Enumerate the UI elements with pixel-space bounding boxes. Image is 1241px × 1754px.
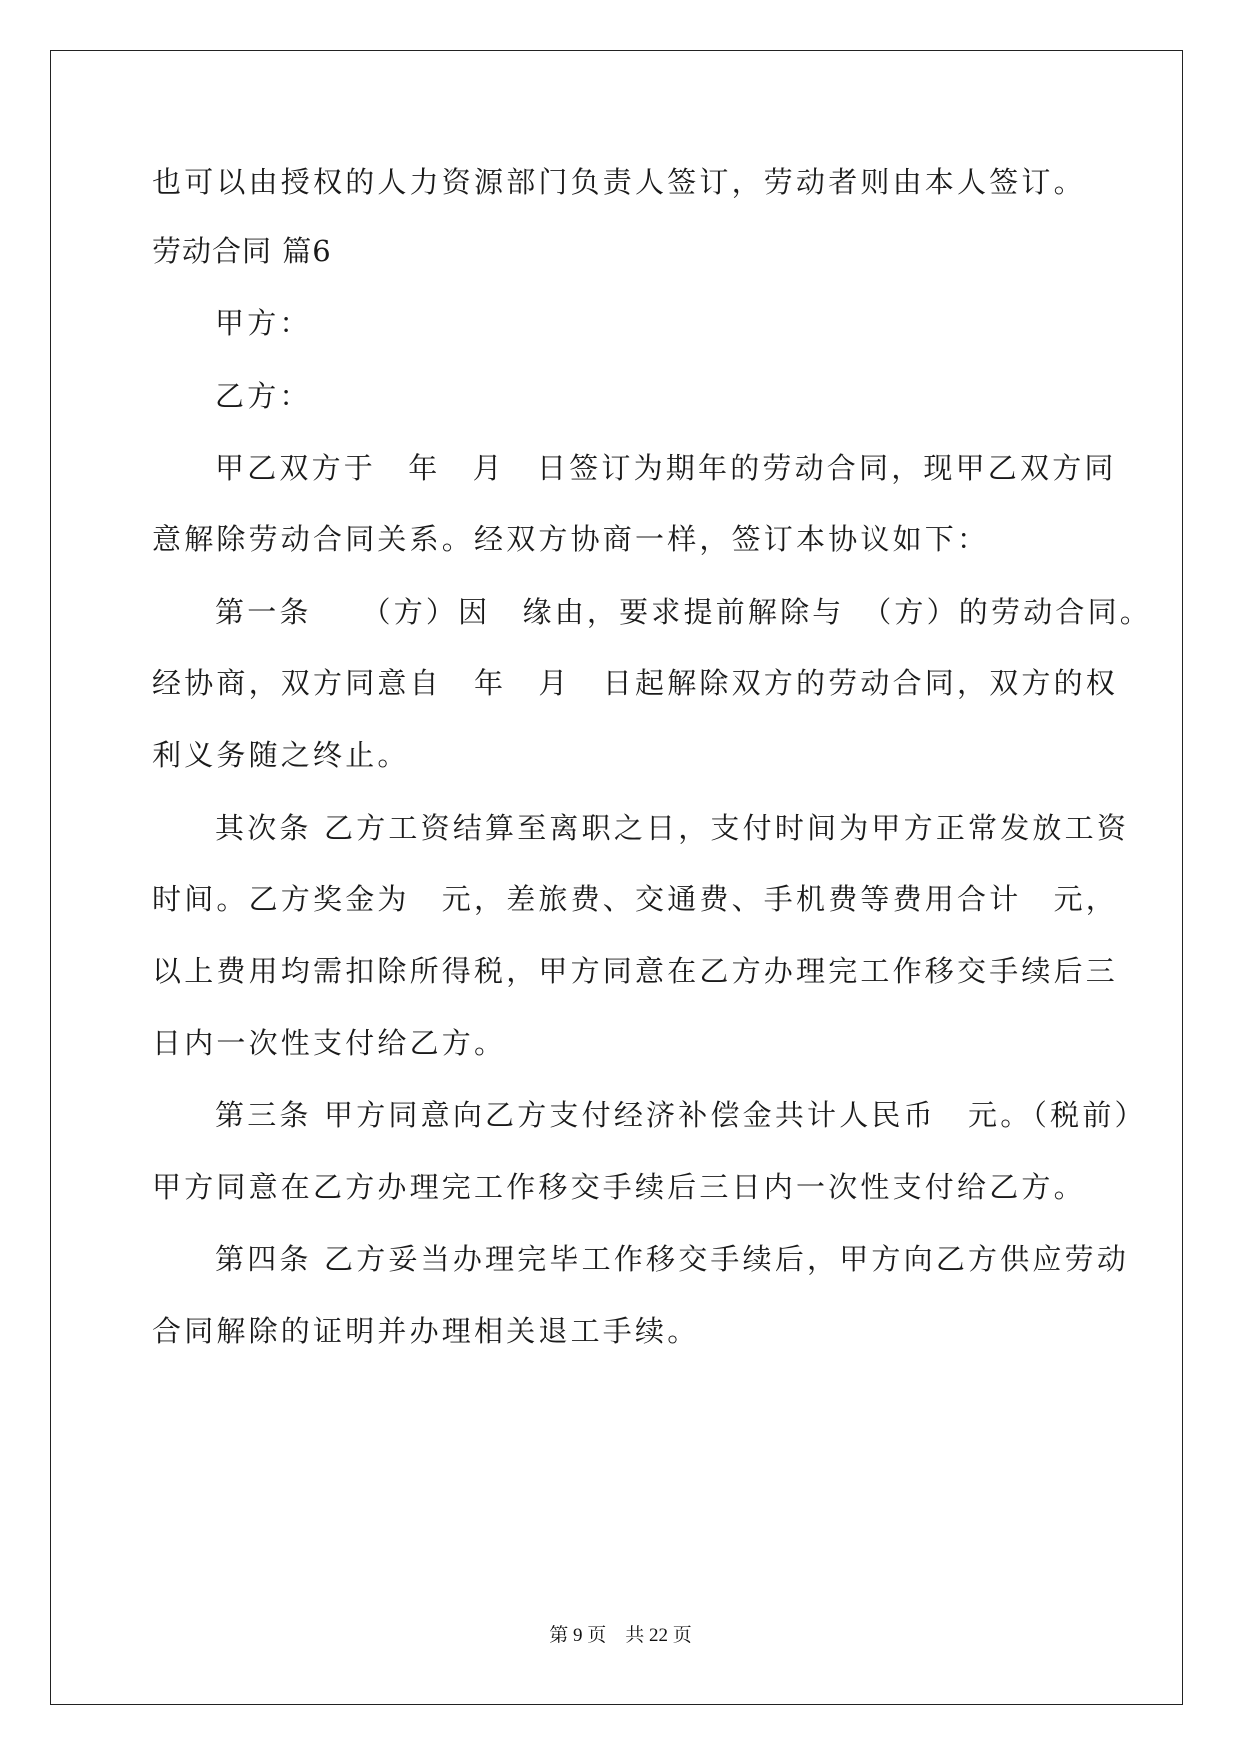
paragraph-line: 以上费用均需扣除所得税，甲方同意在乙方办理完工作移交手续后三 (152, 954, 1119, 988)
paragraph-line: 甲乙双方于 年 月 日签订为期年的劳动合同，现甲乙双方同 (215, 451, 1117, 485)
article-two-line: 其次条 乙方工资结算至离职之日，支付时间为甲方正常发放工资 (215, 811, 1130, 845)
paragraph-line: 合同解除的证明并办理相关退工手续。 (152, 1314, 700, 1348)
paragraph-line: 日内一次性支付给乙方。 (152, 1026, 507, 1060)
section-heading: 劳动合同 篇6 (152, 234, 332, 268)
party-b-label: 乙方： (215, 379, 312, 413)
party-a-label: 甲方： (215, 306, 312, 340)
page-number-footer: 第 9 页 共 22 页 (549, 1625, 692, 1646)
paragraph-line: 时间。乙方奖金为 元，差旅费、交通费、手机费等费用合计 元， (152, 882, 1119, 916)
paragraph-line: 经协商，双方同意自 年 月 日起解除双方的劳动合同，双方的权 (152, 666, 1119, 700)
paragraph-line: 甲方同意在乙方办理完工作移交手续后三日内一次性支付给乙方。 (152, 1170, 1086, 1204)
article-one-line: 第一条 （方）因 缘由，要求提前解除与 （方）的劳动合同。 (215, 595, 1153, 629)
paragraph-line: 利义务随之终止。 (152, 738, 410, 772)
paragraph-line: 也可以由授权的人力资源部门负责人签订，劳动者则由本人签订。 (152, 165, 1086, 199)
paragraph-line: 意解除劳动合同关系。经双方协商一样，签订本协议如下： (152, 522, 990, 556)
article-three-line: 第三条 甲方同意向乙方支付经济补偿金共计人民币 元。（税前） (215, 1098, 1147, 1132)
page-border (50, 50, 1183, 1705)
article-four-line: 第四条 乙方妥当办理完毕工作移交手续后，甲方向乙方供应劳动 (215, 1242, 1130, 1276)
